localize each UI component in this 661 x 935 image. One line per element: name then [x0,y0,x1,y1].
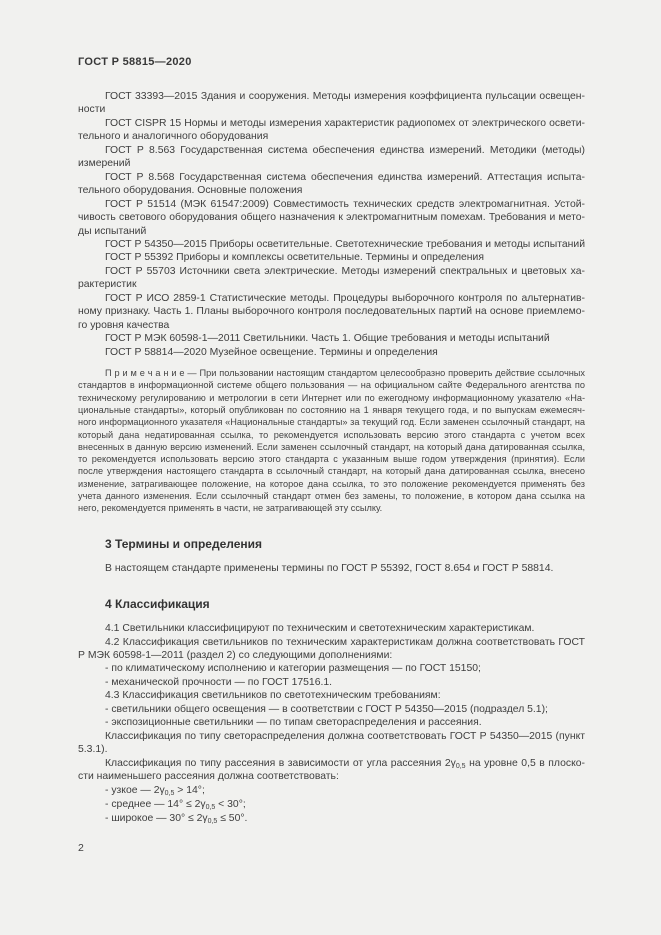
reference-item: ГОСТ Р 51514 (МЭК 61547:2009) Совместимость технических средств электромагнитная. Устойчивость светового оборудования общего назначения к электромагнитным помехам. Требования и методы испытаний [78,198,585,237]
reference-item: ГОСТ Р 54350—2015 Приборы осветительные. Светотехнические требования и методы испытаний [105,238,585,250]
angle-item-wide [78,812,585,826]
section-3-body: В настоящем стандарте применены термины по ГОСТ Р 55392, ГОСТ 8.654 и ГОСТ Р 58814. [105,562,554,574]
angle-item-narrow [78,784,585,798]
clause-4-3: 4.3 Классификация светильников по светотехническим требованиям: [105,690,441,702]
angle-text-pre: - среднее — 14° ≤ 2γ [105,798,206,810]
gamma-subscript: 0,5 [455,762,466,770]
page-number: 2 [78,842,84,854]
reference-item: ГОСТ 33393—2015 Здания и сооружения. Методы измерения коэффициента пульсации освещенности [78,91,585,116]
list-item-climate: - по климатическому исполнению и категории размещения — по ГОСТ 15150; [105,663,481,675]
document-content [78,90,585,826]
section-4-heading: 4 Классификация [105,597,210,612]
reference-item: ГОСТ Р 55392 Приборы и комплексы осветительные. Термины и определения [105,252,484,264]
gamma-subscript: 0,5 [164,789,175,797]
gamma-subscript: 0,5 [207,817,218,825]
list-item-mechanical: - механической прочности — по ГОСТ 17516.1. [105,676,333,688]
angle-text-pre: - узкое — 2γ [105,784,165,796]
angle-text-post: > 14°; [174,784,205,796]
scatter-angle-text-pre: Классификация по типу рассеяния в зависимости от угла рассеяния 2γ [105,757,456,769]
angle-text-pre: - широкое — 30° ≤ 2γ [105,812,208,824]
document-header-title: ГОСТ Р 58815—2020 [78,56,192,68]
reference-item: ГОСТ Р 58814—2020 Музейное освещение. Термины и определения [105,346,438,358]
scatter-angle-text-post: на уровне 0,5 в плоскости наименьшего рассеяния должна соответствовать: [78,757,585,783]
reference-item: ГОСТ Р 55703 Источники света электрические. Методы измерений спектральных и цветовых характеристик [78,265,585,291]
list-item-general-lighting: - светильники общего освещения — в соответствии с ГОСТ Р 54350—2015 (подраздел 5.1); [105,703,548,715]
gamma-subscript: 0,5 [205,803,216,811]
reference-item: ГОСТ Р 8.563 Государственная система обеспечения единства измерений. Методики (методы) измерений [78,144,585,170]
angle-text-post: ≤ 50°. [217,812,248,824]
clause-light-distribution: Классификация по типу светораспределения должна соответствовать ГОСТ Р 54350—2015 (пункт 5.3.1). [78,730,585,756]
list-item-exposition: - экспозиционные светильники — по типам светораспределения и рассеяния. [105,717,482,729]
clause-scatter-angle [78,757,585,784]
angle-item-medium [78,798,585,812]
angle-text-post: < 30°; [215,798,246,810]
reference-item: ГОСТ Р МЭК 60598-1—2011 Светильники. Часть 1. Общие требования и методы испытаний [105,333,550,345]
clause-4-1: 4.1 Светильники классифицируют по техническим и светотехническим характеристикам. [105,623,535,635]
reference-item: ГОСТ Р 8.568 Государственная система обеспечения единства измерений. Аттестация испытательного оборудования. Основные положения [78,171,585,197]
clause-4-2: 4.2 Классификация светильников по техническим характеристикам должна соответствовать ГОСТ Р МЭК 60598-1—2011 (раздел 2) со следующими дополнениями: [78,636,585,661]
section-3-heading: 3 Термины и определения [105,536,263,551]
note-paragraph: П р и м е ч а н и е — При пользовании настоящим стандартом целесообразно проверить действие ссылочных стандартов в информационной системе общего пользования — на официальном сайте Федерального агентства по техническому регулированию и метрологии в сети Интернет или по ежегодному информационному указателю «Национальные стандарты», который опубликован по состоянию на 1 января текущего года, и по выпускам ежемесячного информационного указателя «Национальные стандарты» за текущий год. Если заменен ссылочный стандарт, на который дана недатированная ссылка, то рекомендуется использовать версию этого стандарта с учетом всех внесенных в данную версию изменений. Если заменен ссылочный стандарт, на который дана датированная ссылка, то рекомендуется использовать версию этого стандарта с указанным выше годом утверждения (принятия). Если после утверждения настоящего стандарта в ссылочный стандарт, на который дана датированная ссылка, внесено изменение, затрагивающее положение, на которое дана ссылка, то это положение рекомендуется применять без учета данного изменения. Если ссылочный стандарт отмен без замены, то положение, в котором дана ссылка на него, рекомендуется применять в части, не затрагивающей эту ссылку. [78,368,585,514]
reference-item: ГОСТ CISPR 15 Нормы и методы измерения характеристик радиопомех от электрического осветительного и аналогичного оборудования [78,117,585,143]
reference-item: ГОСТ Р ИСО 2859-1 Статистические методы. Процедуры выборочного контроля по альтернативному признаку. Часть 1. Планы выборочного контроля последовательных партий на основе приемлемого уровня качества [78,292,585,331]
